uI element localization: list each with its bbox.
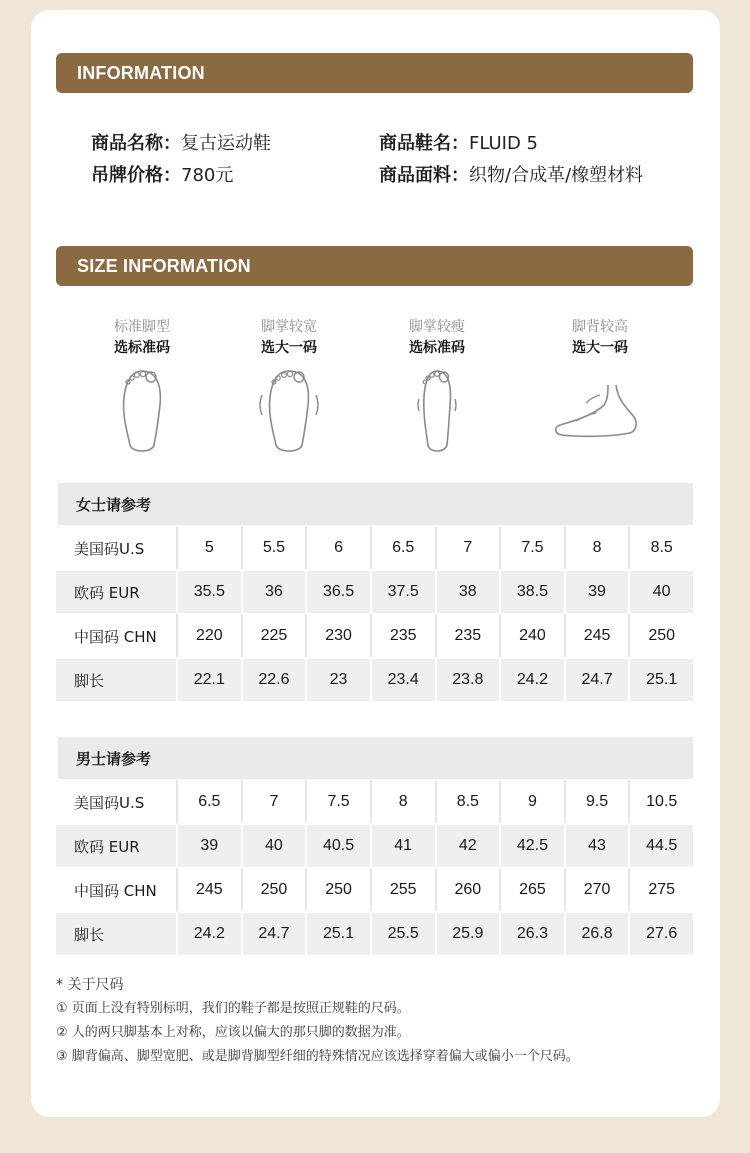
size-cell: 26.3 [499,911,564,955]
size-cell: 39 [564,569,629,613]
size-cell: 40.5 [305,823,370,867]
note-item: ③ 脚背偏高、脚型宽肥、或是脚背脚型纤细的特殊情况应该选择穿着偏大或偏小一个尺码。 [56,1049,579,1064]
women-size-table [56,481,693,701]
size-cell: 235 [435,613,500,657]
foot-type-advice: 选标准码 [409,340,465,356]
material-label: 商品面料： [379,165,469,186]
size-cell: 7 [241,779,306,823]
size-cell: 270 [564,867,629,911]
size-cell: 38 [435,569,500,613]
product-price-value: 780元 [181,165,234,186]
size-cell: 245 [564,613,629,657]
foot-type-label: 脚掌较瘦 [409,319,465,335]
size-cell: 275 [628,867,693,911]
size-cell: 260 [435,867,500,911]
row-label: 中国码 CHN [56,867,176,911]
size-cell: 7.5 [305,779,370,823]
size-cell: 37.5 [370,569,435,613]
size-cell: 43 [564,823,629,867]
size-cell: 22.6 [241,657,306,701]
size-cell: 6.5 [370,525,435,569]
note-item: ① 页面上没有特别标明，我们的鞋子都是按照正规鞋的尺码。 [56,1001,410,1016]
size-cell: 24.7 [564,657,629,701]
men-size-table [56,735,693,955]
size-cell: 5 [176,525,241,569]
product-price-label: 吊牌价格： [91,165,181,186]
size-cell: 225 [241,613,306,657]
size-cell: 7 [435,525,500,569]
size-cell: 5.5 [241,525,306,569]
table-row [56,613,693,657]
size-cell: 265 [499,867,564,911]
size-notes [56,973,696,1069]
size-cell: 240 [499,613,564,657]
size-cell: 23.8 [435,657,500,701]
size-cell: 235 [370,613,435,657]
size-cell: 230 [305,613,370,657]
shoe-name-label: 商品鞋名： [379,133,469,154]
row-label: 欧码 EUR [56,569,176,613]
size-cell: 42 [435,823,500,867]
foot-type-label: 脚背较高 [572,319,628,335]
foot-type-standard [72,317,212,457]
row-label: 美国码U.S [56,779,176,823]
high-instep-foot-icon [550,365,650,457]
size-cell: 27.6 [628,911,693,955]
size-cell: 35.5 [176,569,241,613]
size-cell: 36 [241,569,306,613]
row-label: 美国码U.S [56,525,176,569]
size-cell: 25.1 [305,911,370,955]
wide-foot-icon [254,365,324,457]
size-cell: 23 [305,657,370,701]
size-cell: 24.2 [499,657,564,701]
row-label: 欧码 EUR [56,823,176,867]
size-cell: 8.5 [435,779,500,823]
men-table-title: 男士请参考 [56,735,693,779]
size-cell: 23.4 [370,657,435,701]
table-row [56,569,693,613]
size-cell: 36.5 [305,569,370,613]
information-header: INFORMATION [56,53,693,93]
table-row [56,823,693,867]
size-cell: 24.7 [241,911,306,955]
foot-type-label: 脚掌较宽 [261,319,317,335]
note-item: ② 人的两只脚基本上对称，应该以偏大的那只脚的数据为准。 [56,1025,410,1040]
table-row [56,911,693,955]
foot-type-high-instep [530,317,670,457]
size-cell: 245 [176,867,241,911]
size-cell: 8 [564,525,629,569]
size-cell: 40 [628,569,693,613]
size-cell: 6.5 [176,779,241,823]
size-cell: 42.5 [499,823,564,867]
size-cell: 24.2 [176,911,241,955]
size-cell: 250 [241,867,306,911]
product-name-value: 复古运动鞋 [181,133,271,154]
size-cell: 39 [176,823,241,867]
size-cell: 25.9 [435,911,500,955]
foot-type-wide [219,317,359,457]
size-cell: 8 [370,779,435,823]
product-name-label: 商品名称： [91,133,181,154]
row-label: 脚长 [56,657,176,701]
product-name-row [91,132,271,156]
size-cell: 25.1 [628,657,693,701]
row-label: 中国码 CHN [56,613,176,657]
size-cell: 250 [628,613,693,657]
size-cell: 41 [370,823,435,867]
size-cell: 7.5 [499,525,564,569]
size-information-header: SIZE INFORMATION [56,246,693,286]
foot-sole-icon [112,365,172,457]
shoe-name-row [379,132,538,156]
table-row [56,657,693,701]
material-value: 织物/合成革/橡塑材料 [469,165,644,186]
foot-type-advice: 选大一码 [261,340,317,356]
narrow-foot-icon [407,365,467,457]
size-cell: 38.5 [499,569,564,613]
foot-type-advice: 选标准码 [114,340,170,356]
product-price-row [91,164,233,188]
material-row [379,164,643,188]
size-cell: 220 [176,613,241,657]
size-cell: 6 [305,525,370,569]
notes-title: * 关于尺码 [56,977,124,993]
size-cell: 8.5 [628,525,693,569]
size-cell: 255 [370,867,435,911]
size-cell: 22.1 [176,657,241,701]
size-cell: 10.5 [628,779,693,823]
table-row [56,867,693,911]
size-cell: 250 [305,867,370,911]
foot-type-advice: 选大一码 [572,340,628,356]
row-label: 脚长 [56,911,176,955]
size-cell: 40 [241,823,306,867]
size-cell: 9 [499,779,564,823]
foot-type-label: 标准脚型 [114,319,170,335]
size-cell: 26.8 [564,911,629,955]
table-row [56,525,693,569]
foot-type-narrow [367,317,507,457]
size-cell: 44.5 [628,823,693,867]
size-cell: 9.5 [564,779,629,823]
shoe-name-value: FLUID 5 [469,133,539,154]
table-row [56,779,693,823]
size-cell: 25.5 [370,911,435,955]
women-table-title: 女士请参考 [56,481,693,525]
